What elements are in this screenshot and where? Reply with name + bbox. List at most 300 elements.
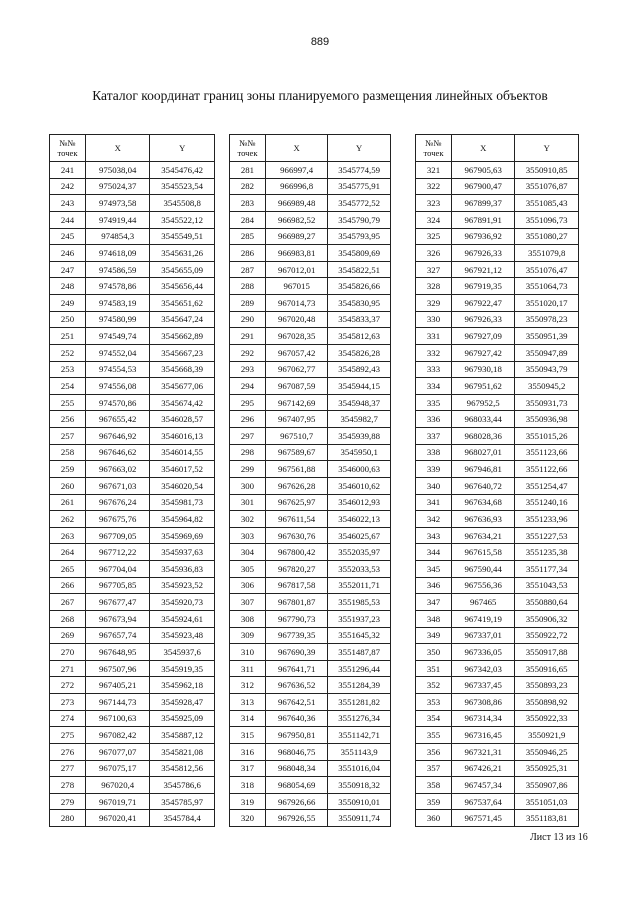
table-row [416,311,579,328]
point-number-cell: 262 [50,511,86,528]
x-cell: 966996,8 [265,178,327,195]
y-cell: 3550951,39 [515,328,579,345]
table-row [50,760,215,777]
table-row [416,511,579,528]
y-cell: 3550945,2 [515,378,579,395]
y-cell: 3545923,48 [150,627,215,644]
y-cell: 3550910,85 [515,162,579,179]
table-row [50,610,215,627]
point-number-cell: 356 [416,743,452,760]
point-number-cell: 265 [50,561,86,578]
y-cell: 3545508,8 [150,195,215,212]
point-number-cell: 241 [50,162,86,179]
y-cell: 3545523,54 [150,178,215,195]
y-cell: 3550978,23 [515,311,579,328]
x-cell: 974556,08 [86,378,150,395]
x-cell: 967648,95 [86,644,150,661]
x-cell: 967014,73 [265,295,327,312]
header-y: Y [515,135,579,162]
y-cell: 3551064,73 [515,278,579,295]
y-cell: 3550922,33 [515,710,579,727]
table-row [230,461,391,478]
table-row [416,245,579,262]
y-cell: 3551233,96 [515,511,579,528]
point-number-cell: 331 [416,328,452,345]
point-number-cell: 324 [416,211,452,228]
point-number-cell: 266 [50,577,86,594]
table-row [50,677,215,694]
point-number-cell: 327 [416,261,452,278]
x-cell: 967082,42 [86,727,150,744]
x-cell: 967615,58 [452,544,515,561]
y-cell: 3550947,89 [515,344,579,361]
table-row [230,627,391,644]
table-row [416,710,579,727]
table-row [416,610,579,627]
table-row [50,261,215,278]
y-cell: 3545549,51 [150,228,215,245]
table-row [416,278,579,295]
table-row [230,195,391,212]
point-number-cell: 297 [230,428,266,445]
point-number-cell: 249 [50,295,86,312]
x-cell: 967922,47 [452,295,515,312]
x-cell: 967671,03 [86,477,150,494]
x-cell: 967590,44 [452,561,515,578]
point-number-cell: 352 [416,677,452,694]
table-row [416,810,579,827]
table-row [230,394,391,411]
table-row [230,228,391,245]
table-row [230,411,391,428]
x-cell: 967921,12 [452,261,515,278]
point-number-cell: 342 [416,511,452,528]
point-number-cell: 317 [230,760,266,777]
table-row [230,694,391,711]
y-cell: 3550911,74 [328,810,391,827]
y-cell: 3550936,98 [515,411,579,428]
y-cell: 3546000,63 [328,461,391,478]
x-cell: 967507,96 [86,660,150,677]
point-number-cell: 307 [230,594,266,611]
point-number-cell: 337 [416,428,452,445]
y-cell: 3551076,87 [515,178,579,195]
y-cell: 3545944,15 [328,378,391,395]
table-row [416,544,579,561]
x-cell: 967336,05 [452,644,515,661]
table-row [50,328,215,345]
y-cell: 3545920,73 [150,594,215,611]
table-row [50,727,215,744]
table-row [50,211,215,228]
point-number-cell: 276 [50,743,86,760]
table-row [416,760,579,777]
table-row [50,511,215,528]
table-row [416,428,579,445]
table-row [230,610,391,627]
x-cell: 966989,27 [265,228,327,245]
x-cell: 968027,01 [452,444,515,461]
y-cell: 3551645,32 [328,627,391,644]
point-number-cell: 289 [230,295,266,312]
table-row [50,594,215,611]
x-cell: 967589,67 [265,444,327,461]
x-cell: 967020,48 [265,311,327,328]
point-number-cell: 347 [416,594,452,611]
y-cell: 3545887,12 [150,727,215,744]
y-cell: 3551254,47 [515,477,579,494]
point-number-cell: 292 [230,344,266,361]
x-cell: 967337,01 [452,627,515,644]
x-cell: 967636,52 [265,677,327,694]
table-row [416,494,579,511]
x-cell: 967634,68 [452,494,515,511]
table-row [416,594,579,611]
point-number-cell: 335 [416,394,452,411]
y-cell: 3551122,66 [515,461,579,478]
y-cell: 3550922,72 [515,627,579,644]
table-row [416,162,579,179]
x-cell: 967926,66 [265,793,327,810]
table-row [50,344,215,361]
point-number-cell: 301 [230,494,266,511]
point-number-cell: 279 [50,793,86,810]
y-cell: 3551177,34 [515,561,579,578]
x-cell: 967690,39 [265,644,327,661]
table-row [50,527,215,544]
x-cell: 966982,52 [265,211,327,228]
table-row [416,577,579,594]
point-number-cell: 242 [50,178,86,195]
table-row [50,378,215,395]
table-row [230,760,391,777]
point-number-cell: 285 [230,228,266,245]
table-row [230,444,391,461]
y-cell: 3551227,53 [515,527,579,544]
page-number: 889 [310,36,330,48]
y-cell: 3545937,63 [150,544,215,561]
x-cell: 967704,04 [86,561,150,578]
point-number-cell: 341 [416,494,452,511]
x-cell: 967342,03 [452,660,515,677]
x-cell: 967952,5 [452,394,515,411]
x-cell: 967905,63 [452,162,515,179]
y-cell: 3546016,13 [150,428,215,445]
y-cell: 3550893,23 [515,677,579,694]
point-number-cell: 269 [50,627,86,644]
y-cell: 3545939,88 [328,428,391,445]
y-cell: 3550916,65 [515,660,579,677]
coordinates-table-1 [49,134,215,827]
point-number-cell: 316 [230,743,266,760]
x-cell: 967077,07 [86,743,150,760]
point-number-cell: 322 [416,178,452,195]
point-number-cell: 253 [50,361,86,378]
sheet-counter: Лист 13 из 16 [530,832,588,843]
y-cell: 3550880,64 [515,594,579,611]
point-number-cell: 302 [230,511,266,528]
y-cell: 3551016,04 [328,760,391,777]
x-cell: 967510,7 [265,428,327,445]
point-number-cell: 355 [416,727,452,744]
y-cell: 3552035,97 [328,544,391,561]
table-row [230,511,391,528]
table-row [230,594,391,611]
table-row [230,178,391,195]
point-number-cell: 247 [50,261,86,278]
point-number-cell: 284 [230,211,266,228]
x-cell: 967571,45 [452,810,515,827]
x-cell: 967677,47 [86,594,150,611]
y-cell: 3545826,66 [328,278,391,295]
table-row [50,428,215,445]
x-cell: 967899,37 [452,195,515,212]
point-number-cell: 296 [230,411,266,428]
y-cell: 3545833,37 [328,311,391,328]
table-row [50,644,215,661]
y-cell: 3546025,67 [328,527,391,544]
table-row [50,162,215,179]
x-cell: 974554,53 [86,361,150,378]
table-row [230,162,391,179]
table-row [230,544,391,561]
point-number-cell: 358 [416,777,452,794]
y-cell: 3545772,52 [328,195,391,212]
y-cell: 3545937,6 [150,644,215,661]
y-cell: 3550921,9 [515,727,579,744]
point-number-cell: 287 [230,261,266,278]
table-row [416,344,579,361]
y-cell: 3545928,47 [150,694,215,711]
point-number-cell: 298 [230,444,266,461]
x-cell: 974549,74 [86,328,150,345]
x-cell: 967646,62 [86,444,150,461]
point-number-cell: 263 [50,527,86,544]
point-number-cell: 306 [230,577,266,594]
y-cell: 3545892,43 [328,361,391,378]
point-number-cell: 293 [230,361,266,378]
point-number-cell: 243 [50,195,86,212]
table-row [230,245,391,262]
point-number-cell: 303 [230,527,266,544]
point-number-cell: 349 [416,627,452,644]
x-cell: 967028,35 [265,328,327,345]
y-cell: 3545775,91 [328,178,391,195]
y-cell: 3545982,7 [328,411,391,428]
x-cell: 967891,91 [452,211,515,228]
point-number-cell: 244 [50,211,86,228]
point-number-cell: 278 [50,777,86,794]
table-row [230,344,391,361]
table-row [416,411,579,428]
header-x: X [86,135,150,162]
point-number-cell: 329 [416,295,452,312]
point-number-cell: 294 [230,378,266,395]
x-cell: 967407,95 [265,411,327,428]
x-cell: 974919,44 [86,211,150,228]
y-cell: 3545656,44 [150,278,215,295]
x-cell: 967927,42 [452,344,515,361]
point-number-cell: 357 [416,760,452,777]
x-cell: 975038,04 [86,162,150,179]
table-row [416,727,579,744]
x-cell: 966989,48 [265,195,327,212]
x-cell: 967673,94 [86,610,150,627]
point-number-cell: 321 [416,162,452,179]
table-row [50,660,215,677]
x-cell: 967951,62 [452,378,515,395]
y-cell: 3545674,42 [150,394,215,411]
x-cell: 974618,09 [86,245,150,262]
point-number-cell: 350 [416,644,452,661]
point-number-cell: 360 [416,810,452,827]
y-cell: 3545774,59 [328,162,391,179]
point-number-cell: 345 [416,561,452,578]
x-cell: 967820,27 [265,561,327,578]
table-row [230,261,391,278]
table-row [50,694,215,711]
x-cell: 967636,93 [452,511,515,528]
x-cell: 966983,81 [265,245,327,262]
point-number-cell: 323 [416,195,452,212]
y-cell: 3550898,92 [515,694,579,711]
table-row [230,793,391,810]
x-cell: 967676,24 [86,494,150,511]
x-cell: 967626,28 [265,477,327,494]
y-cell: 3545981,73 [150,494,215,511]
table-row [50,245,215,262]
y-cell: 3545667,23 [150,344,215,361]
x-cell: 967675,76 [86,511,150,528]
y-cell: 3550946,25 [515,743,579,760]
x-cell: 967936,92 [452,228,515,245]
point-number-cell: 328 [416,278,452,295]
point-number-cell: 258 [50,444,86,461]
y-cell: 3551487,87 [328,644,391,661]
x-cell: 967630,76 [265,527,327,544]
point-number-cell: 273 [50,694,86,711]
x-cell: 967075,17 [86,760,150,777]
point-number-cell: 326 [416,245,452,262]
table-row [50,178,215,195]
y-cell: 3551240,16 [515,494,579,511]
table-row [230,378,391,395]
table-row [50,810,215,827]
point-number-cell: 313 [230,694,266,711]
x-cell: 968046,75 [265,743,327,760]
table-row [416,444,579,461]
y-cell: 3546012,93 [328,494,391,511]
y-cell: 3551020,17 [515,295,579,312]
table-header-row [230,135,391,162]
y-cell: 3552011,71 [328,577,391,594]
header-x: X [452,135,515,162]
y-cell: 3551284,39 [328,677,391,694]
table-row [50,777,215,794]
y-cell: 3545812,63 [328,328,391,345]
point-number-cell: 311 [230,660,266,677]
table-row [50,793,215,810]
point-number-cell: 344 [416,544,452,561]
point-number-cell: 271 [50,660,86,677]
point-number-cell: 252 [50,344,86,361]
x-cell: 967316,45 [452,727,515,744]
y-cell: 3545786,6 [150,777,215,794]
header-y: Y [328,135,391,162]
table-row [50,278,215,295]
point-number-cell: 353 [416,694,452,711]
y-cell: 3545919,35 [150,660,215,677]
table-row [230,295,391,312]
point-number-cell: 245 [50,228,86,245]
table-row [230,494,391,511]
x-cell: 967663,02 [86,461,150,478]
table-row [416,295,579,312]
y-cell: 3545821,08 [150,743,215,760]
x-cell: 967946,81 [452,461,515,478]
point-number-cell: 330 [416,311,452,328]
x-cell: 967790,73 [265,610,327,627]
y-cell: 3545822,51 [328,261,391,278]
x-cell: 967926,55 [265,810,327,827]
point-number-cell: 348 [416,610,452,627]
y-cell: 3545830,95 [328,295,391,312]
table-row [230,727,391,744]
y-cell: 3551142,71 [328,727,391,744]
header-point-number: №№ точек [230,135,266,162]
point-number-cell: 246 [50,245,86,262]
point-number-cell: 346 [416,577,452,594]
table-row [50,477,215,494]
point-number-cell: 250 [50,311,86,328]
x-cell: 974854,3 [86,228,150,245]
point-number-cell: 340 [416,477,452,494]
point-number-cell: 308 [230,610,266,627]
x-cell: 967640,36 [265,710,327,727]
point-number-cell: 351 [416,660,452,677]
x-cell: 967537,64 [452,793,515,810]
point-number-cell: 280 [50,810,86,827]
table-row [230,211,391,228]
x-cell: 967657,74 [86,627,150,644]
table-row [230,428,391,445]
point-number-cell: 272 [50,677,86,694]
y-cell: 3551079,8 [515,245,579,262]
x-cell: 967465 [452,594,515,611]
x-cell: 967020,4 [86,777,150,794]
point-number-cell: 251 [50,328,86,345]
x-cell: 967561,88 [265,461,327,478]
x-cell: 967739,35 [265,627,327,644]
point-number-cell: 264 [50,544,86,561]
table-row [230,710,391,727]
table-row [416,777,579,794]
x-cell: 967062,77 [265,361,327,378]
y-cell: 3545476,42 [150,162,215,179]
coordinates-table-2 [229,134,391,827]
header-point-number: №№ точек [50,135,86,162]
x-cell: 967314,34 [452,710,515,727]
point-number-cell: 343 [416,527,452,544]
point-number-cell: 336 [416,411,452,428]
x-cell: 967642,51 [265,694,327,711]
x-cell: 967142,69 [265,394,327,411]
y-cell: 3546028,57 [150,411,215,428]
x-cell: 967426,21 [452,760,515,777]
table-row [416,261,579,278]
point-number-cell: 268 [50,610,86,627]
table-row [50,710,215,727]
